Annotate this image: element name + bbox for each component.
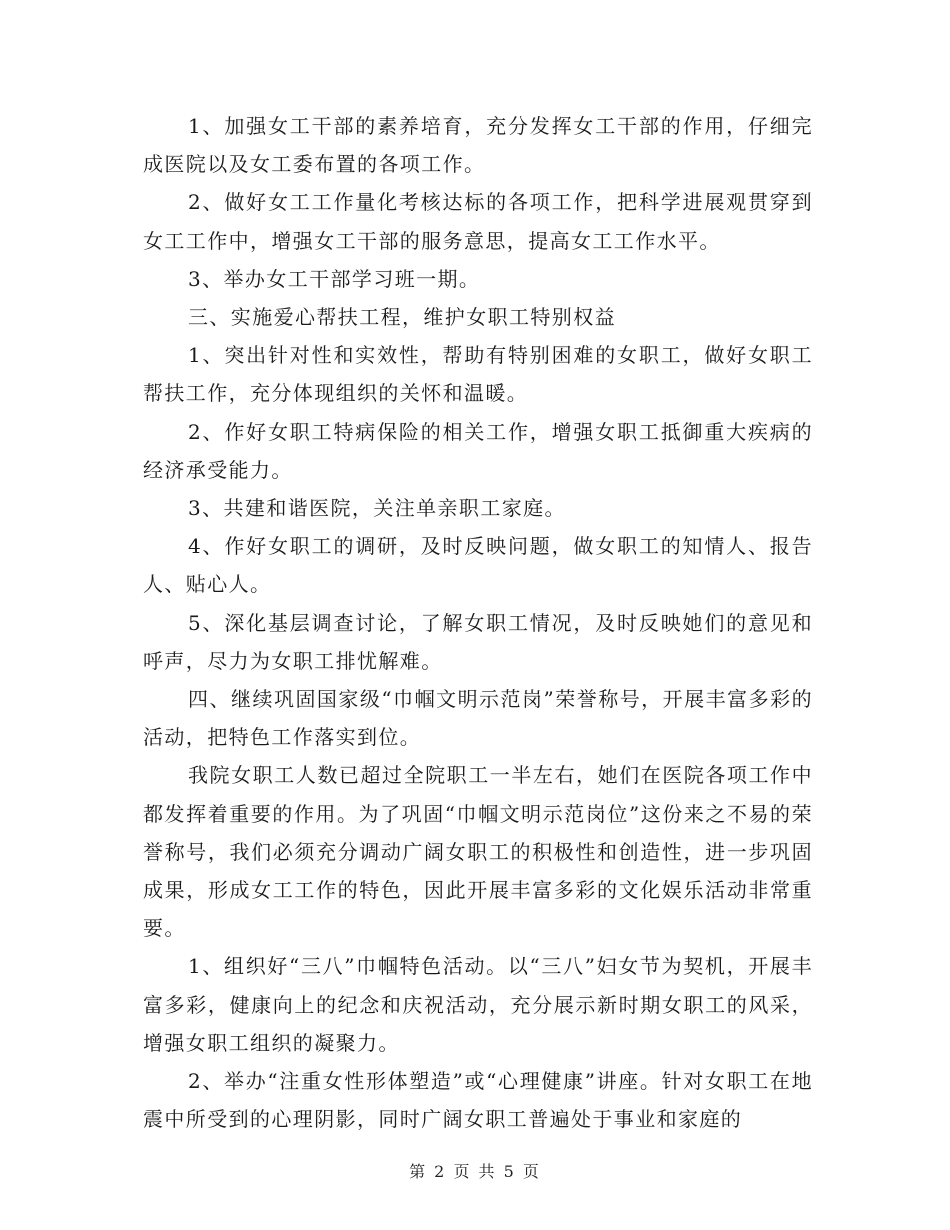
paragraph-8: 5、深化基层调查讨论，了解女职工情况，及时反映她们的意见和呼声，尽力为女职工排忧解难。 <box>143 610 813 673</box>
paragraph-10: 1、组织好“三八”巾帼特色活动。以“三八”妇女节为契机，开展丰富多彩，健康向上的纪念和庆祝活动，充分展示新时期女职工的风采，增强女职工组织的凝聚力。 <box>143 954 813 1055</box>
paragraph-9: 我院女职工人数已超过全院职工一半左右，她们在医院各项工作中都发挥着重要的作用。为了巩固“巾帼文明示范岗位”这份来之不易的荣誉称号，我们必须充分调动广阔女职工的积极性和创造性，进一步巩固成果，形成女工工作的特色，因此开展丰富多彩的文化娱乐活动非常重要。 <box>143 763 813 941</box>
paragraph-3: 3、举办女工干部学习班一期。 <box>188 266 481 291</box>
paragraph-6: 3、共建和谐医院，关注单亲职工家庭。 <box>188 496 566 521</box>
paragraph-5: 2、作好女职工特病保险的相关工作，增强女职工抵御重大疾病的经济承受能力。 <box>143 419 813 482</box>
paragraph-1: 1、加强女工干部的素养培育，充分发挥女工干部的作用，仔细完成医院以及女工委布置的各项工作。 <box>143 114 813 177</box>
paragraph-2: 2、做好女工工作量化考核达标的各项工作，把科学进展观贯穿到女工工作中，增强女工干部的服务意思，提高女工工作水平。 <box>143 190 813 253</box>
section-heading-3: 三、实施爱心帮扶工程，维护女职工特别权益 <box>188 305 616 330</box>
paragraph-4: 1、突出针对性和实效性，帮助有特别困难的女职工，做好女职工帮扶工作，充分体现组织的关怀和温暖。 <box>143 343 813 406</box>
document-body <box>143 107 813 1138</box>
paragraph-11: 2、举办“注重女性形体塑造”或“心理健康”讲座。针对女职工在地震中所受到的心理阴影，同时广阔女职工普遍处于事业和家庭的 <box>143 1069 813 1132</box>
paragraph-7: 4、作好女职工的调研，及时反映问题，做女职工的知情人、报告人、贴心人。 <box>143 534 813 597</box>
section-heading-4: 四、继续巩固国家级“巾帼文明示范岗”荣誉称号，开展丰富多彩的活动，把特色工作落实到位。 <box>143 687 813 750</box>
page-number-footer: 第 2 页 共 5 页 <box>409 1162 541 1181</box>
